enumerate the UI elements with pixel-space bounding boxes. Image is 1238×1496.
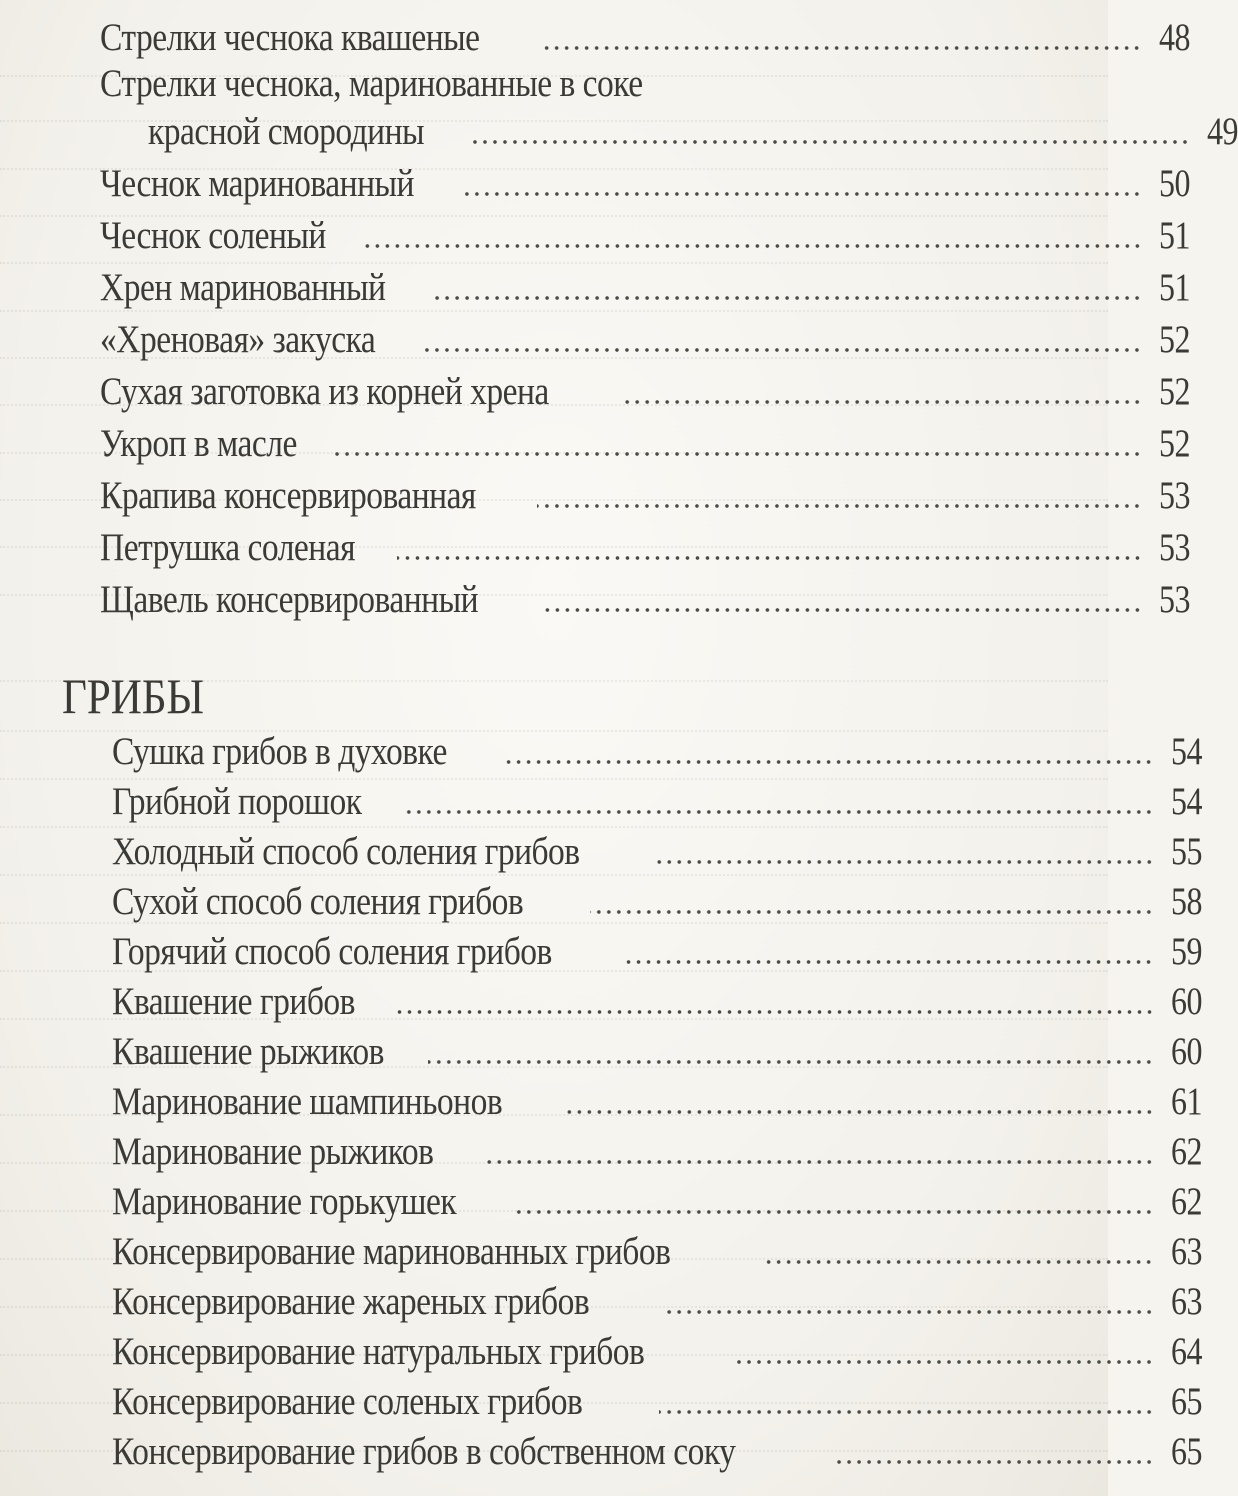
toc-entry — [0, 876, 1202, 924]
toc-entry-page: 63 — [1170, 1230, 1202, 1273]
toc-entry-title: Горячий способ соления грибов — [112, 930, 552, 973]
toc-entry-page: 53 — [1158, 578, 1190, 621]
dot-leader — [566, 1109, 1154, 1115]
toc-entry-page: 51 — [1158, 266, 1190, 309]
toc-entry-title: Консервирование соленых грибов — [112, 1380, 583, 1423]
toc-entry-title: Консервирование натуральных грибов — [112, 1330, 645, 1373]
dot-leader — [622, 399, 1142, 405]
dot-leader — [432, 295, 1142, 301]
dot-leader — [465, 191, 1142, 197]
toc-entry-title: Чеснок маринованный — [100, 162, 414, 205]
toc-entry-title: Квашение грибов — [112, 980, 355, 1023]
toc-entry-page: 60 — [1170, 1030, 1202, 1073]
toc-entry-title: Сухой способ соления грибов — [112, 880, 524, 923]
toc-entry-title: Холодный способ соления грибов — [112, 830, 580, 873]
toc-entry-page: 65 — [1170, 1430, 1202, 1473]
toc-entry — [0, 776, 1202, 824]
dot-leader — [659, 1409, 1154, 1415]
toc-entry-page: 52 — [1158, 422, 1190, 465]
toc-entry — [0, 314, 1190, 362]
toc-entry-page: 52 — [1158, 370, 1190, 413]
dot-leader — [541, 45, 1142, 51]
dot-leader — [363, 243, 1142, 249]
toc-entry — [0, 1176, 1202, 1224]
toc-entry-title: Маринование шампиньонов — [112, 1080, 503, 1123]
toc-entry-title: «Хреновая» закуска — [100, 318, 376, 361]
toc-entry — [0, 262, 1190, 310]
dot-leader — [590, 909, 1154, 915]
toc-entry — [0, 1276, 1202, 1324]
toc-entry — [0, 1126, 1202, 1174]
toc-entry-page: 48 — [1158, 16, 1190, 59]
toc-entry-title: Чеснок соленый — [100, 214, 326, 257]
toc-entry-title: красной смородины — [148, 110, 425, 153]
toc-entry — [0, 926, 1202, 974]
toc-entry — [0, 470, 1190, 518]
toc-entry-title: Консервирование жареных грибов — [112, 1280, 590, 1323]
toc-entry-page: 51 — [1158, 214, 1190, 257]
dot-leader — [623, 959, 1154, 965]
dot-leader — [486, 1159, 1154, 1165]
toc-entry-title: Крапива консервированная — [100, 474, 476, 517]
toc-entry — [0, 106, 1238, 154]
toc-entry-page: 59 — [1170, 930, 1202, 973]
toc-entry — [0, 1426, 1202, 1474]
toc-entry-title-line1: Стрелки чеснока, маринованные в соке — [100, 62, 643, 105]
dot-leader — [512, 1209, 1154, 1215]
dot-leader — [761, 1259, 1154, 1265]
toc-entry-title: Хрен маринованный — [100, 266, 386, 309]
toc-entry-page: 62 — [1170, 1180, 1202, 1223]
toc-entry-page: 62 — [1170, 1130, 1202, 1173]
toc-entry-title: Маринование горькушек — [112, 1180, 457, 1223]
toc-entry-page: 63 — [1170, 1280, 1202, 1323]
toc-entry — [0, 1026, 1202, 1074]
toc-entry-page: 50 — [1158, 162, 1190, 205]
toc-entry-title: Укроп в масле — [100, 422, 297, 465]
toc-entry — [0, 574, 1190, 622]
toc-entry — [0, 976, 1202, 1024]
dot-leader — [656, 859, 1154, 865]
toc-entry-page: 49 — [1206, 110, 1238, 153]
toc-entry — [0, 366, 1190, 414]
toc-entry-title: Сухая заготовка из корней хрена — [100, 370, 549, 413]
dot-leader — [402, 809, 1154, 815]
toc-entry-title: Стрелки чеснока квашеные — [100, 16, 480, 59]
toc-entry-page: 60 — [1170, 980, 1202, 1023]
toc-entry-title: Петрушка соленая — [100, 526, 356, 569]
toc-entry — [0, 522, 1190, 570]
dot-leader — [329, 451, 1142, 457]
toc-entry — [0, 418, 1190, 466]
toc-entry-page: 53 — [1158, 474, 1190, 517]
toc-entry-title: Маринование рыжиков — [112, 1130, 434, 1173]
toc-entry-page: 64 — [1170, 1330, 1202, 1373]
dot-leader — [731, 1359, 1154, 1365]
dot-leader — [537, 503, 1142, 509]
toc-entry — [0, 1076, 1202, 1124]
toc-entry-page: 53 — [1158, 526, 1190, 569]
toc-entry-title: Грибной порошок — [112, 780, 362, 823]
dot-leader — [469, 139, 1190, 145]
toc-entry-page: 55 — [1170, 830, 1202, 873]
section-heading: ГРИБЫ — [62, 668, 205, 724]
dot-leader — [540, 607, 1142, 613]
toc-entry-title: Сушка грибов в духовке — [112, 730, 447, 773]
toc-entry — [0, 1226, 1202, 1274]
dot-leader — [667, 1309, 1154, 1315]
dot-leader — [837, 1459, 1154, 1465]
toc-entry — [0, 158, 1190, 206]
dot-leader — [397, 555, 1142, 561]
dot-leader — [420, 347, 1142, 353]
toc-entry — [0, 826, 1202, 874]
dot-leader — [395, 1009, 1155, 1015]
toc-entry-page: 65 — [1170, 1380, 1202, 1423]
toc-entry-title: Квашение рыжиков — [112, 1030, 384, 1073]
toc-entry-title: Консервирование грибов в собственном соку — [112, 1430, 736, 1473]
toc-entry — [0, 726, 1202, 774]
toc-entry-page: 52 — [1158, 318, 1190, 361]
toc-entry-page: 61 — [1170, 1080, 1202, 1123]
toc-entry-title: Щавель консервированный — [100, 578, 479, 621]
dot-leader — [501, 759, 1154, 765]
toc-entry-page: 54 — [1170, 780, 1202, 823]
toc-entry-page: 58 — [1170, 880, 1202, 923]
dot-leader — [428, 1059, 1154, 1065]
toc-entry-title: Консервирование маринованных грибов — [112, 1230, 671, 1273]
toc-entry — [0, 12, 1190, 60]
toc-entry — [0, 1326, 1202, 1374]
toc-entry — [0, 1376, 1202, 1424]
toc-entry — [0, 210, 1190, 258]
toc-entry-page: 54 — [1170, 730, 1202, 773]
